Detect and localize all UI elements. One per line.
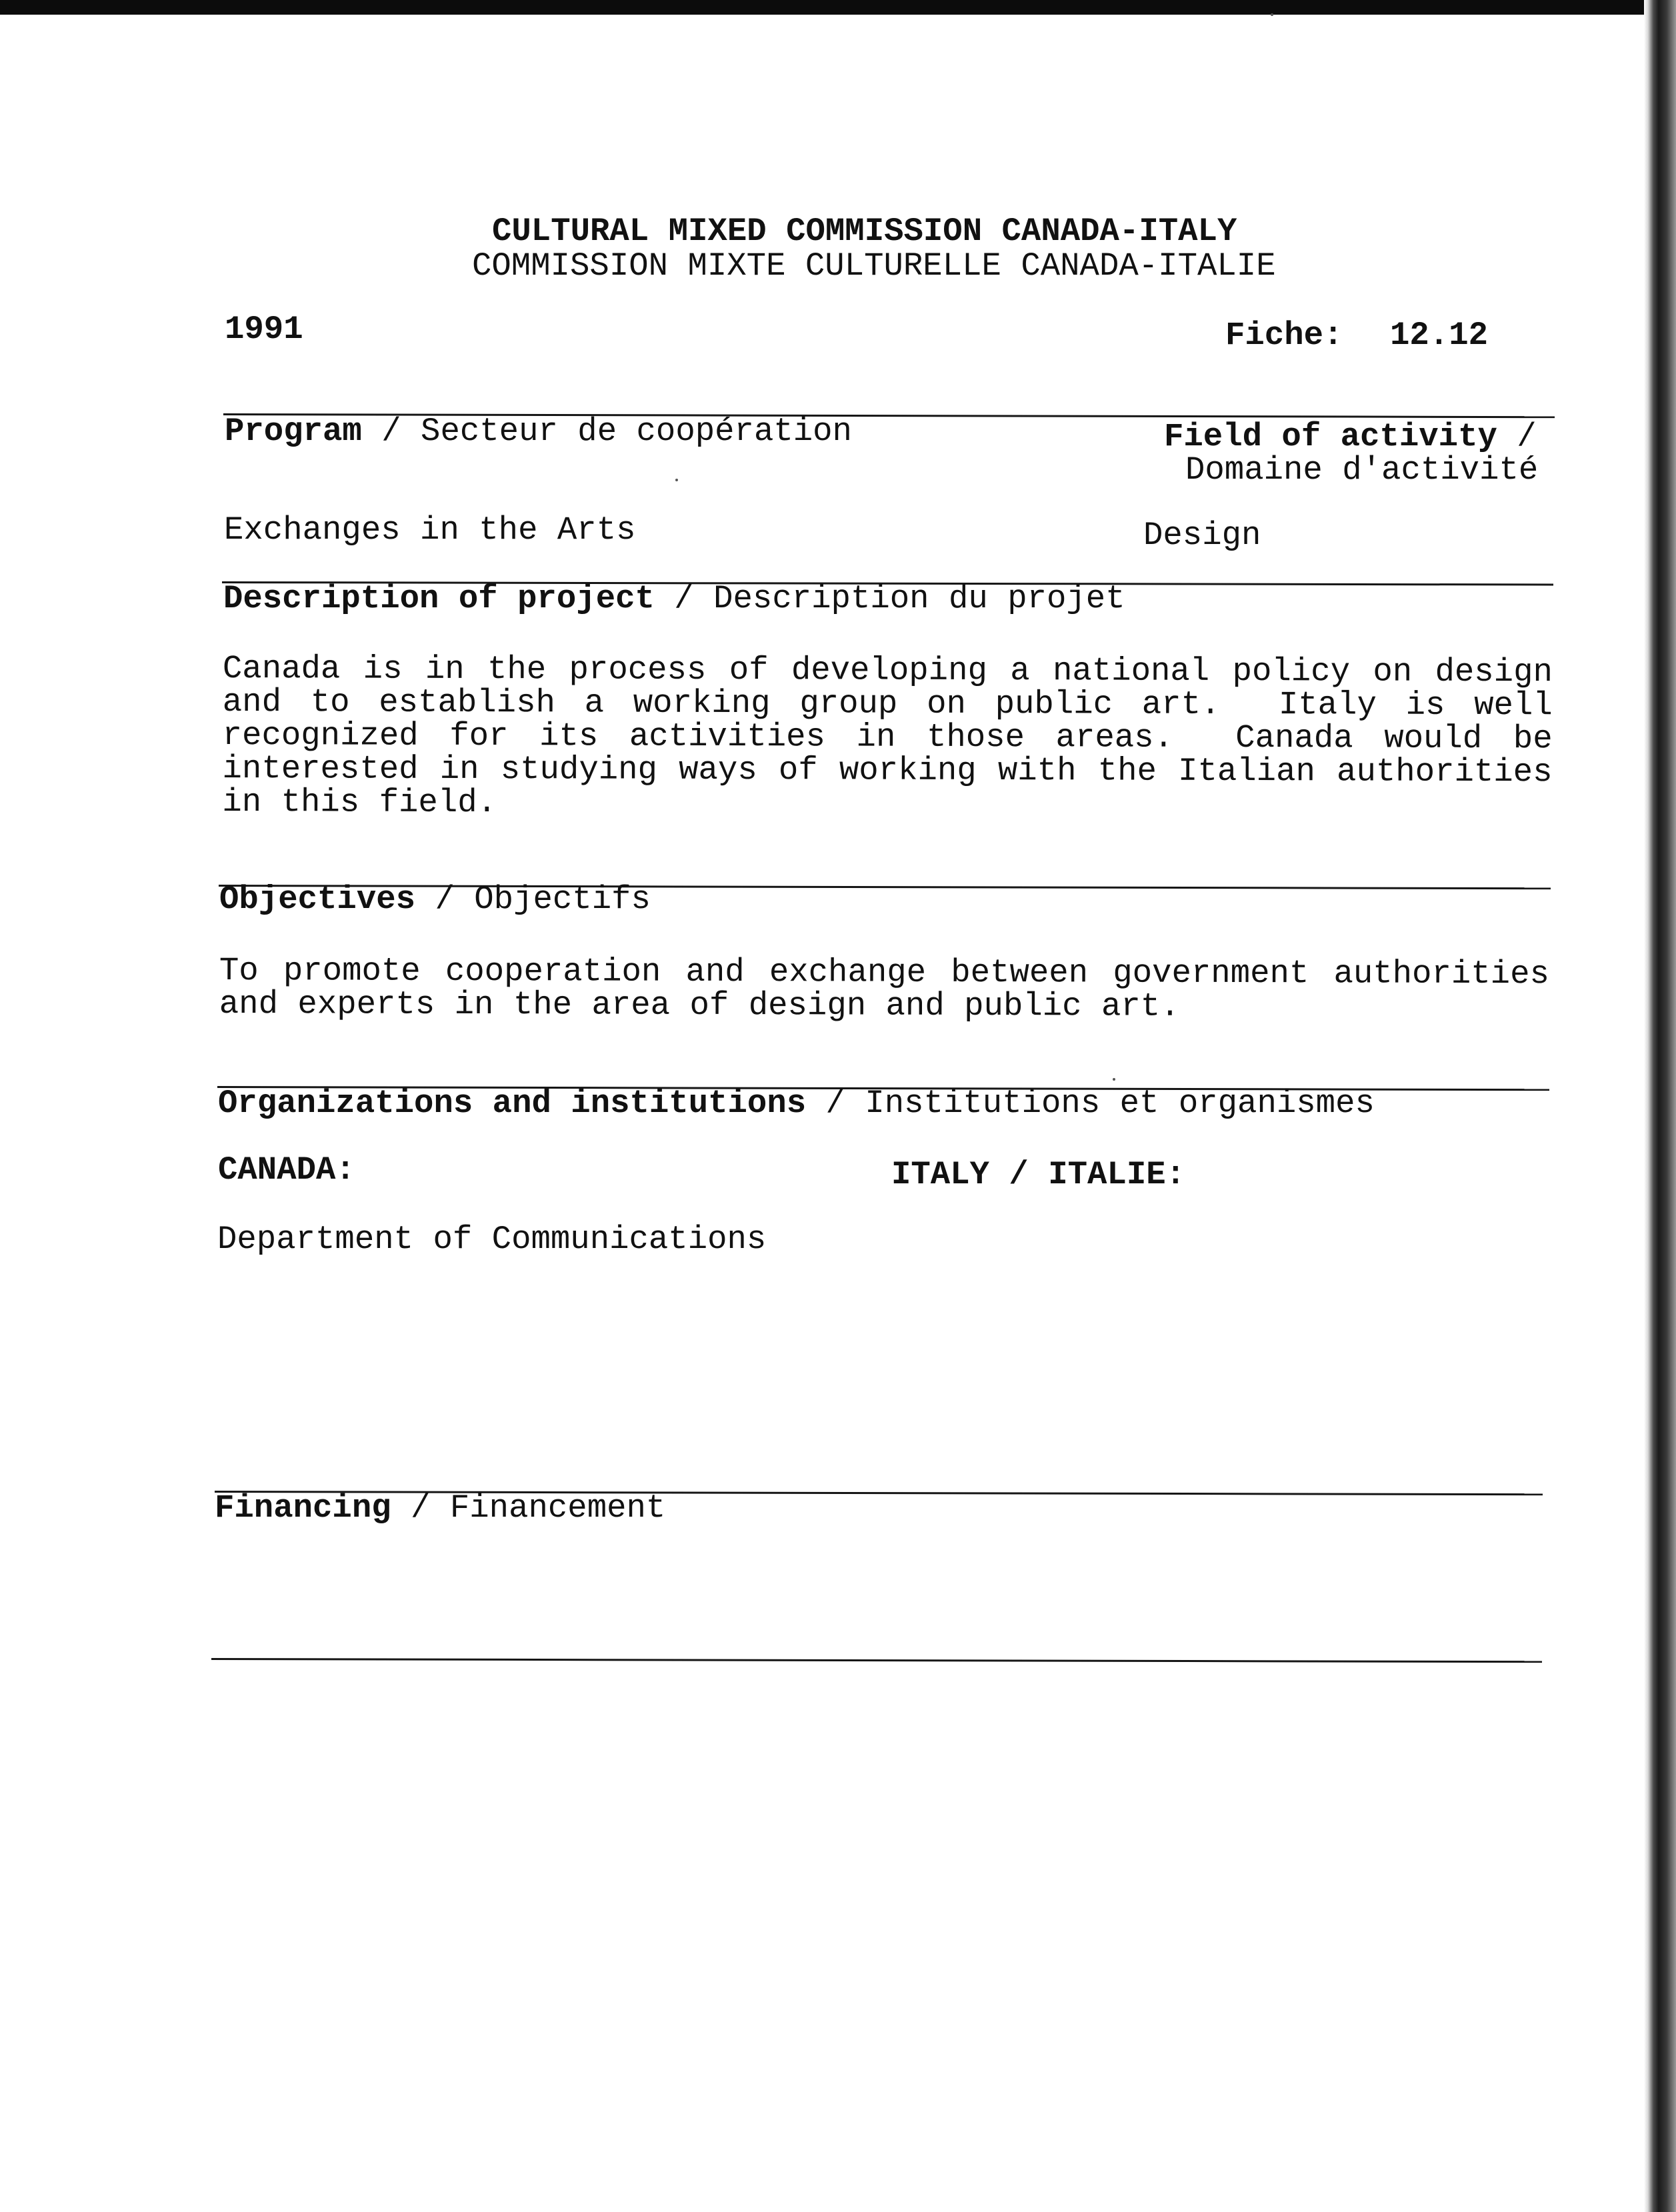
document-title-english: CULTURAL MIXED COMMISSION CANADA-ITALY: [492, 213, 1237, 250]
objectives-label-en: Objectives: [219, 881, 416, 918]
description-line: Canada is in the process of developing a national policy on design: [222, 650, 1553, 691]
objectives-line: and experts in the area of design and public art.: [219, 985, 1180, 1025]
description-line: recognized for its activities in those areas. Canada would be: [222, 716, 1553, 758]
document-title-french: COMMISSION MIXTE CULTURELLE CANADA-ITALIE: [472, 247, 1276, 285]
organizations-label-en: Organizations and institutions: [218, 1085, 807, 1122]
objectives-text: [219, 954, 1549, 1024]
scan-speck: [1113, 1078, 1115, 1081]
description-label-en: Description of project: [223, 580, 655, 617]
field-of-activity-label-fr: Domaine d'activité: [1185, 451, 1539, 489]
field-of-activity-value: Design: [1143, 517, 1261, 554]
description-line: in this field.: [222, 783, 497, 822]
field-of-activity-label-en: Field of activity: [1164, 418, 1497, 455]
organizations-section-label: [218, 1085, 1375, 1121]
canada-label: CANADA:: [218, 1151, 355, 1189]
italy-label: ITALY / ITALIE:: [891, 1156, 1186, 1193]
fiche-number: 12.12: [1390, 317, 1489, 354]
section-divider-end: [211, 1658, 1542, 1663]
scan-top-border: [0, 0, 1676, 15]
scan-speck: [675, 479, 678, 481]
financing-section-label: [215, 1490, 665, 1526]
program-label-fr: / Secteur de coopération: [361, 413, 852, 450]
objectives-section-label: [219, 881, 651, 917]
scan-speck: [1271, 13, 1273, 16]
organizations-label-fr: / Institutions et organismes: [806, 1085, 1375, 1122]
description-line: interested in studying ways of working with the Italian authorities: [222, 749, 1553, 791]
document-year: 1991: [225, 311, 303, 348]
objectives-label-fr: / Objectifs: [415, 881, 651, 918]
program-label-en: Program: [225, 413, 362, 450]
field-of-activity-label: [1164, 419, 1537, 455]
canada-organization: Department of Communications: [217, 1221, 767, 1258]
program-value: Exchanges in the Arts: [224, 511, 636, 549]
field-of-activity-label-slash: /: [1497, 418, 1537, 455]
description-line: and to establish a working group on public art. Italy is well: [222, 683, 1553, 725]
objectives-line: To promote cooperation and exchange between government authorities: [219, 952, 1550, 993]
description-label-fr: / Description du projet: [654, 580, 1125, 617]
description-section-label: [223, 581, 1125, 617]
financing-label-en: Financing: [215, 1489, 391, 1527]
description-text: [222, 652, 1553, 822]
scan-right-border: [1644, 0, 1676, 2212]
program-section-label: [225, 413, 852, 449]
financing-label-fr: / Financement: [391, 1489, 666, 1527]
fiche-label: Fiche:: [1225, 317, 1343, 354]
